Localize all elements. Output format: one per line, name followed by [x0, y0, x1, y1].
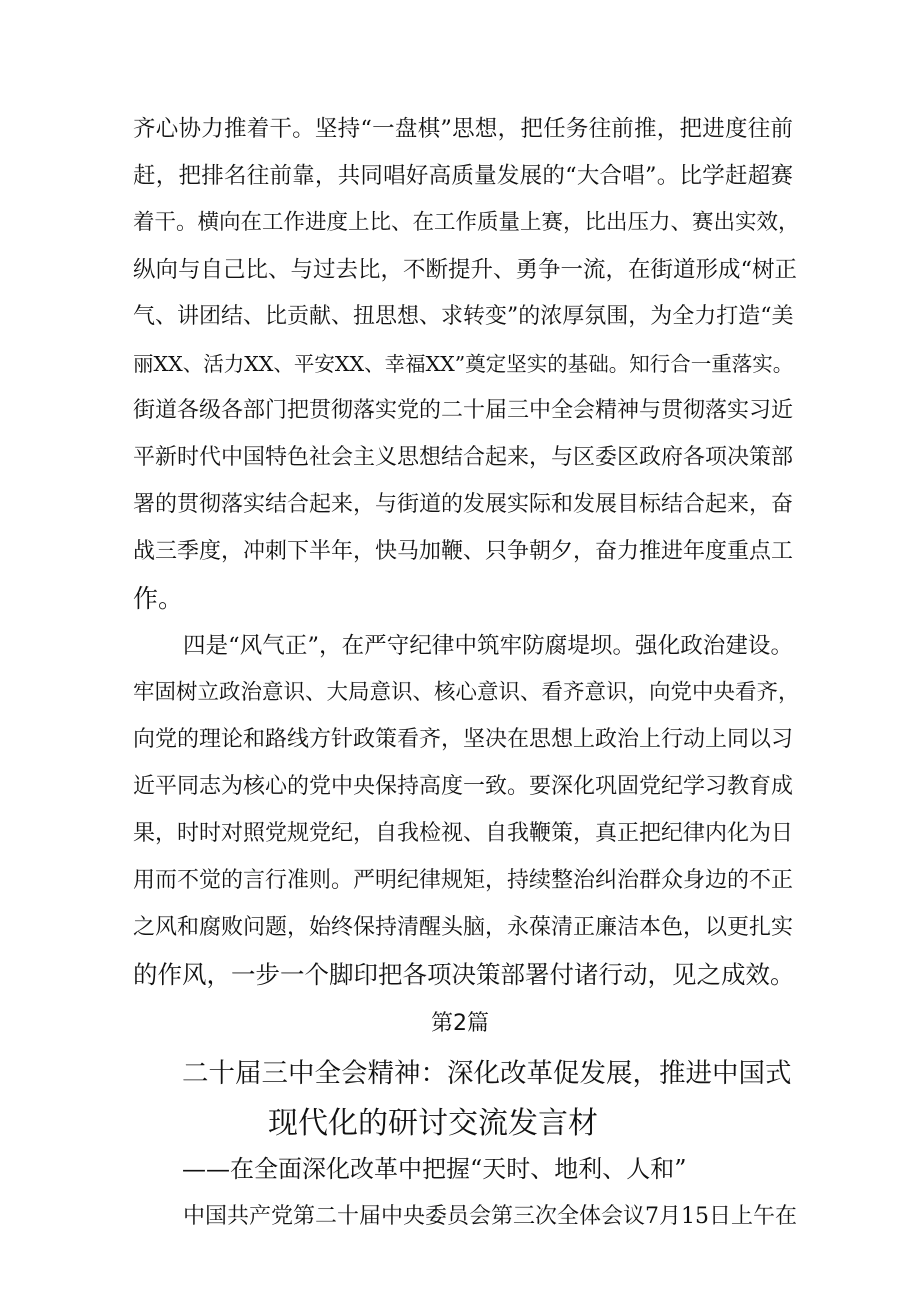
text-line: 的作风，一步一个脚印把各项决策部署付诸行动，见之成效。 — [133, 960, 795, 989]
text-line: 用而不觉的言行准则。严明纪律规矩，持续整治纠治群众身边的不正 — [133, 868, 794, 893]
article-subtitle: ——在全面深化改革中把握“天时、地利、人和” — [182, 1155, 687, 1183]
text-line: 四是“风气正”，在严守纪律中筑牢防腐堤坝。强化政治建设。 — [183, 633, 793, 659]
article-title-line-1: 二十届三中全会精神：深化改革促发展，推进中国式 — [182, 1058, 792, 1089]
section-label: 第2篇 — [431, 1011, 489, 1036]
text-line: 气、讲团结、比贡献、扭思想、求转变”的浓厚氛围，为全力打造“美 — [133, 304, 794, 329]
text-line: 齐心协力推着干。坚持“一盘棋”思想，把任务往前推，把进度往前 — [133, 116, 793, 142]
text-line: 丽XX、活力XX、平安XX、幸福XX”奠定坚实的基础。知行合一重落实。 — [133, 352, 794, 376]
text-line: 之风和腐败问题，始终保持清醒头脑，永葆清正廉洁本色，以更扎实 — [133, 915, 794, 940]
article-title-line-2: 现代化的研讨交流发言材 — [268, 1106, 598, 1141]
text-line: 纵向与自己比、与过去比，不断提升、勇争一流，在街道形成“树正 — [133, 257, 798, 283]
text-line: 着干。横向在工作进度上比、在工作质量上赛，比出压力、赛出实效， — [133, 210, 800, 235]
text-line: 街道各级各部门把贯彻落实党的二十届三中全会精神与贯彻落实习近 — [133, 398, 794, 423]
text-line: 署的贯彻落实结合起来，与街道的发展实际和发展目标结合起来，奋 — [133, 492, 794, 517]
text-line: 果，时时对照党规党纪，自我检视、自我鞭策，真正把纪律内化为日 — [133, 821, 794, 846]
text-line: 平新时代中国特色社会主义思想结合起来，与区委区政府各项决策部 — [133, 445, 794, 470]
text-line: 向党的理论和路线方针政策看齐，坚决在思想上政治上行动上同以习 — [133, 727, 794, 752]
text-line: 牢固树立政治意识、大局意识、核心意识、看齐意识，向党中央看齐， — [133, 680, 800, 705]
text-line: 赶，把排名往前靠，共同唱好高质量发展的“大合唱”。比学赶超赛 — [133, 163, 793, 189]
text-line: 近平同志为核心的党中央保持高度一致。要深化巩固党纪学习教育成 — [133, 774, 794, 799]
text-line: 中国共产党第二十届中央委员会第三次全体会议7月15日上午在 — [183, 1204, 797, 1229]
text-line: 作。 — [133, 584, 184, 613]
text-line: 战三季度，冲刺下半年，快马加鞭、只争朝夕，奋力推进年度重点工 — [133, 539, 794, 564]
